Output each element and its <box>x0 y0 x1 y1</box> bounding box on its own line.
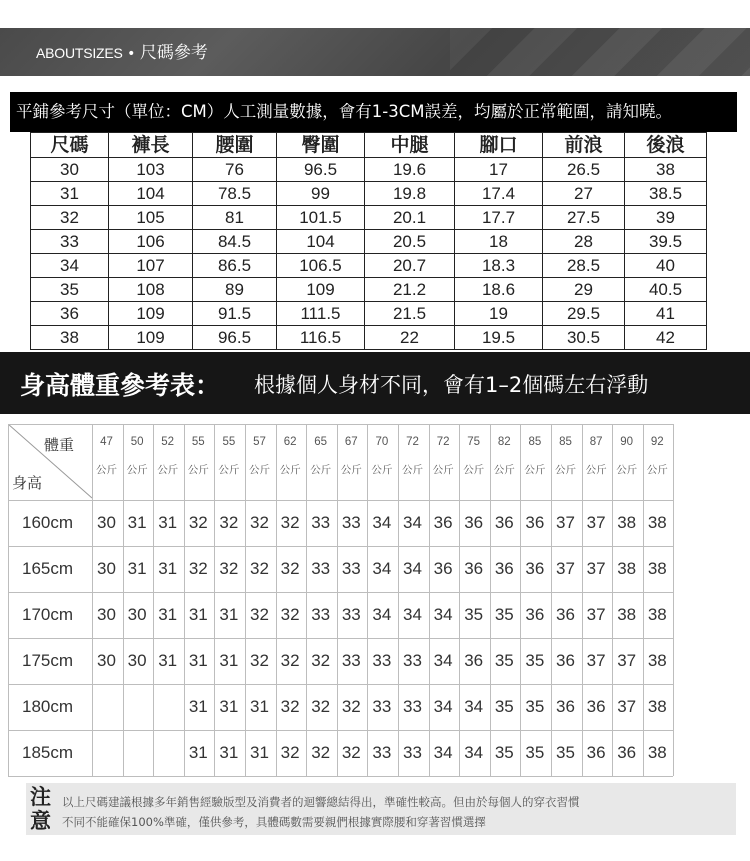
size-cell: 108 <box>109 278 193 302</box>
weight-unit: 公斤 <box>463 464 485 476</box>
note-line-2: 不同不能確保100%準確，僅供參考，具體碼數需要親們根據實際腰和穿著習慣選擇 <box>62 815 486 829</box>
size-recommendation-cell: 36 <box>464 651 484 670</box>
size-recommendation-cell: 34 <box>464 743 484 762</box>
size-cell: 40.5 <box>625 278 707 302</box>
size-cell: 35 <box>31 278 109 302</box>
banner-title <box>36 38 208 63</box>
size-recommendation-cell: 37 <box>556 559 575 578</box>
weight-value: 52 <box>161 436 175 448</box>
size-cell: 18.6 <box>455 278 543 302</box>
size-recommendation-cell: 31 <box>219 743 239 762</box>
weight-unit: 公斤 <box>555 464 576 476</box>
weight-unit: 公斤 <box>646 464 668 476</box>
size-cell: 76 <box>193 158 277 182</box>
size-cell: 20.5 <box>365 230 455 254</box>
size-cell: 106.5 <box>277 254 365 278</box>
size-recommendation-cell: 31 <box>127 559 147 578</box>
size-header-cell: 前浪 <box>543 133 625 158</box>
size-cell: 27.5 <box>543 206 625 230</box>
size-cell: 21.5 <box>365 302 455 326</box>
size-recommendation-cell: 36 <box>556 651 575 670</box>
size-cell: 17.4 <box>455 182 543 206</box>
weight-value: 92 <box>650 436 664 448</box>
size-cell: 96.5 <box>193 326 277 350</box>
size-cell: 29 <box>543 278 625 302</box>
weight-value: 62 <box>283 436 297 448</box>
size-recommendation-cell: 38 <box>647 651 667 670</box>
size-recommendation-cell: 36 <box>464 513 484 532</box>
size-table-header <box>31 133 707 158</box>
banner-dot: • <box>127 46 136 62</box>
size-header-cell: 後浪 <box>625 133 707 158</box>
hw-table-title <box>0 352 750 414</box>
weight-value: 70 <box>375 436 389 448</box>
size-recommendation-cell: 36 <box>494 513 514 532</box>
weight-unit: 公斤 <box>126 464 148 476</box>
size-recommendation-cell: 31 <box>219 697 239 716</box>
height-label: 180cm <box>22 697 74 716</box>
table-row <box>31 254 707 278</box>
size-cell: 99 <box>277 182 365 206</box>
size-recommendation-cell: 33 <box>341 513 361 532</box>
size-recommendation-cell: 37 <box>586 605 606 624</box>
note-mark: 注意 <box>30 785 51 833</box>
size-recommendation-cell: 36 <box>556 605 575 624</box>
size-cell: 89 <box>193 278 277 302</box>
size-cell: 28 <box>543 230 625 254</box>
size-table <box>30 132 707 350</box>
size-recommendation-cell: 30 <box>97 605 116 624</box>
size-cell: 38 <box>31 326 109 350</box>
weight-unit: 公斤 <box>96 464 117 476</box>
size-recommendation-cell: 30 <box>97 559 116 578</box>
size-recommendation-cell: 31 <box>158 605 178 624</box>
size-cell: 18 <box>455 230 543 254</box>
size-recommendation-cell: 30 <box>127 651 147 670</box>
size-cell: 17.7 <box>455 206 543 230</box>
size-cell: 38 <box>625 158 707 182</box>
size-cell: 101.5 <box>277 206 365 230</box>
size-recommendation-cell: 37 <box>586 559 606 578</box>
size-cell: 19.5 <box>455 326 543 350</box>
size-cell: 31 <box>31 182 109 206</box>
size-recommendation-cell: 32 <box>311 651 331 670</box>
hw-table <box>8 424 673 776</box>
weight-value: 90 <box>620 436 634 448</box>
size-cell: 34 <box>31 254 109 278</box>
size-cell: 104 <box>109 182 193 206</box>
size-cell: 26.5 <box>543 158 625 182</box>
table-row <box>31 230 707 254</box>
size-recommendation-cell: 34 <box>372 513 392 532</box>
hw-title-bold: 身高體重參考表： <box>20 371 221 400</box>
size-cell: 19.6 <box>365 158 455 182</box>
grid-line <box>673 424 674 776</box>
size-recommendation-cell: 34 <box>433 697 453 716</box>
size-header-cell: 中腿 <box>365 133 455 158</box>
grid-line <box>8 546 673 547</box>
banner-en: ABOUTSIZES <box>36 45 123 61</box>
size-recommendation-cell: 33 <box>311 605 331 624</box>
size-recommendation-cell: 32 <box>250 605 269 624</box>
size-cell: 19.8 <box>365 182 455 206</box>
size-recommendation-cell: 35 <box>494 743 514 762</box>
size-cell: 106 <box>109 230 193 254</box>
size-recommendation-cell: 34 <box>372 605 392 624</box>
size-recommendation-cell: 33 <box>311 559 331 578</box>
size-cell: 36 <box>31 302 109 326</box>
weight-unit: 公斤 <box>187 464 209 476</box>
weight-value: 82 <box>497 436 511 448</box>
size-recommendation-cell: 36 <box>433 559 453 578</box>
size-recommendation-cell: 35 <box>494 697 514 716</box>
height-label: 185cm <box>22 743 74 762</box>
weight-unit: 公斤 <box>585 464 607 476</box>
size-recommendation-cell: 33 <box>403 651 422 670</box>
size-recommendation-cell: 32 <box>250 651 269 670</box>
hw-title-rest: 根據個人身材不同，會有1–2個碼左右浮動 <box>254 373 649 397</box>
size-cell: 109 <box>109 302 193 326</box>
size-cell: 40 <box>625 254 707 278</box>
size-header-cell: 腰圍 <box>193 133 277 158</box>
weight-unit: 公斤 <box>340 464 362 476</box>
size-recommendation-cell: 30 <box>97 651 116 670</box>
weight-unit: 公斤 <box>493 464 515 476</box>
size-cell: 41 <box>625 302 707 326</box>
size-recommendation-cell: 33 <box>372 743 392 762</box>
size-cell: 32 <box>31 206 109 230</box>
size-cell: 20.1 <box>365 206 455 230</box>
weight-value: 72 <box>406 436 419 448</box>
size-cell: 84.5 <box>193 230 277 254</box>
size-recommendation-cell: 32 <box>280 513 300 532</box>
weight-value: 85 <box>559 436 572 448</box>
weight-value: 55 <box>191 436 205 448</box>
note-line-1: 以上尺碼建議根據多年銷售經驗版型及消費者的迴響總結得出，準確性較高。但由於每個人的穿衣習慣 <box>62 795 580 809</box>
size-cell: 29.5 <box>543 302 625 326</box>
size-recommendation-cell: 32 <box>311 697 331 716</box>
size-recommendation-cell: 37 <box>586 651 606 670</box>
weight-unit: 公斤 <box>402 464 423 476</box>
size-recommendation-cell: 37 <box>617 651 637 670</box>
size-cell: 116.5 <box>277 326 365 350</box>
size-cell: 104 <box>277 230 365 254</box>
size-recommendation-cell: 31 <box>250 697 269 716</box>
size-recommendation-cell: 36 <box>525 605 545 624</box>
size-cell: 28.5 <box>543 254 625 278</box>
weight-value: 72 <box>436 436 450 448</box>
size-recommendation-cell: 34 <box>433 605 453 624</box>
size-recommendation-cell: 32 <box>280 697 300 716</box>
weight-unit: 公斤 <box>157 464 179 476</box>
grid-line <box>8 592 673 593</box>
size-recommendation-cell: 36 <box>433 513 453 532</box>
height-label: 160cm <box>22 513 74 532</box>
size-recommendation-cell: 36 <box>525 559 545 578</box>
size-recommendation-cell: 31 <box>188 697 208 716</box>
size-header-cell: 褲長 <box>109 133 193 158</box>
size-cell: 42 <box>625 326 707 350</box>
size-recommendation-cell: 35 <box>525 697 545 716</box>
height-label: 170cm <box>22 605 74 624</box>
weight-unit: 公斤 <box>218 464 240 476</box>
size-recommendation-cell: 34 <box>372 559 392 578</box>
size-recommendation-cell: 34 <box>433 651 453 670</box>
size-recommendation-cell: 32 <box>280 559 300 578</box>
top-banner <box>0 0 750 88</box>
grid-line <box>8 424 673 425</box>
table-row <box>31 302 707 326</box>
size-recommendation-cell: 36 <box>586 743 606 762</box>
weight-value: 87 <box>589 436 603 448</box>
table-row <box>31 206 707 230</box>
size-recommendation-cell: 31 <box>158 513 178 532</box>
size-recommendation-cell: 31 <box>158 651 178 670</box>
size-recommendation-cell: 31 <box>250 743 269 762</box>
size-cell: 91.5 <box>193 302 277 326</box>
weight-unit: 公斤 <box>310 464 332 476</box>
size-recommendation-cell: 35 <box>494 651 514 670</box>
size-recommendation-cell: 33 <box>341 605 361 624</box>
size-recommendation-cell: 30 <box>97 513 116 532</box>
size-recommendation-cell: 34 <box>403 605 422 624</box>
size-recommendation-cell: 31 <box>188 743 208 762</box>
weight-unit: 公斤 <box>432 464 454 476</box>
size-recommendation-cell: 33 <box>341 559 361 578</box>
size-recommendation-cell: 38 <box>647 605 667 624</box>
size-header-cell: 臀圍 <box>277 133 365 158</box>
grid-line <box>8 684 673 685</box>
size-cell: 33 <box>31 230 109 254</box>
size-recommendation-cell: 32 <box>188 513 208 532</box>
table-row <box>31 182 707 206</box>
size-recommendation-cell: 38 <box>647 513 667 532</box>
weight-value: 55 <box>222 436 236 448</box>
size-cell: 103 <box>109 158 193 182</box>
grid-line <box>8 500 673 501</box>
size-cell: 21.2 <box>365 278 455 302</box>
size-recommendation-cell: 34 <box>403 559 422 578</box>
height-label: 165cm <box>22 559 74 578</box>
size-cell: 109 <box>109 326 193 350</box>
size-recommendation-cell: 31 <box>219 651 239 670</box>
size-recommendation-cell: 36 <box>586 697 606 716</box>
size-cell: 30.5 <box>543 326 625 350</box>
weight-value: 67 <box>344 436 358 448</box>
size-recommendation-cell: 36 <box>525 513 545 532</box>
size-recommendation-cell: 33 <box>403 743 422 762</box>
size-cell: 22 <box>365 326 455 350</box>
size-recommendation-cell: 32 <box>280 743 300 762</box>
size-recommendation-cell: 32 <box>341 743 361 762</box>
weight-unit: 公斤 <box>524 464 546 476</box>
size-header-cell: 尺碼 <box>31 133 109 158</box>
table-row <box>31 326 707 350</box>
size-recommendation-cell: 36 <box>464 559 484 578</box>
size-table-title: 平鋪參考尺寸（單位：CM）人工測量數據，會有1-3CM誤差，均屬於正常範圍，請知曉。 <box>10 92 737 132</box>
size-recommendation-cell: 38 <box>647 697 667 716</box>
size-recommendation-cell: 34 <box>403 513 422 532</box>
size-cell: 105 <box>109 206 193 230</box>
grid-line <box>8 776 673 777</box>
size-recommendation-cell: 33 <box>403 697 422 716</box>
size-cell: 81 <box>193 206 277 230</box>
size-recommendation-cell: 32 <box>311 743 331 762</box>
size-cell: 20.7 <box>365 254 455 278</box>
size-recommendation-cell: 33 <box>311 513 331 532</box>
weight-unit: 公斤 <box>249 464 270 476</box>
size-recommendation-cell: 35 <box>556 743 575 762</box>
size-cell: 109 <box>277 278 365 302</box>
size-cell: 39.5 <box>625 230 707 254</box>
size-cell: 30 <box>31 158 109 182</box>
size-cell: 107 <box>109 254 193 278</box>
size-recommendation-cell: 31 <box>188 605 208 624</box>
size-recommendation-cell: 35 <box>494 605 514 624</box>
size-cell: 17 <box>455 158 543 182</box>
corner-height-label: 身高 <box>12 474 43 492</box>
weight-value: 47 <box>100 436 113 448</box>
size-recommendation-cell: 36 <box>494 559 514 578</box>
note-box <box>26 783 736 835</box>
size-recommendation-cell: 36 <box>617 743 637 762</box>
size-recommendation-cell: 32 <box>250 559 269 578</box>
size-recommendation-cell: 31 <box>219 605 239 624</box>
size-recommendation-cell: 37 <box>586 513 606 532</box>
corner-weight-label: 體重 <box>44 436 75 454</box>
size-cell: 27 <box>543 182 625 206</box>
size-recommendation-cell: 37 <box>617 697 637 716</box>
size-recommendation-cell: 34 <box>464 697 484 716</box>
size-recommendation-cell: 32 <box>280 605 300 624</box>
weight-unit: 公斤 <box>616 464 638 476</box>
size-recommendation-cell: 38 <box>617 605 637 624</box>
note-text <box>62 792 732 832</box>
weight-unit: 公斤 <box>279 464 301 476</box>
size-recommendation-cell: 31 <box>158 559 178 578</box>
size-recommendation-cell: 33 <box>372 697 392 716</box>
table-row <box>31 158 707 182</box>
size-cell: 39 <box>625 206 707 230</box>
size-cell: 38.5 <box>625 182 707 206</box>
size-recommendation-cell: 30 <box>127 605 147 624</box>
table-row <box>31 278 707 302</box>
size-recommendation-cell: 38 <box>617 513 637 532</box>
size-recommendation-cell: 32 <box>280 651 300 670</box>
size-recommendation-cell: 38 <box>647 743 667 762</box>
size-recommendation-cell: 32 <box>219 559 239 578</box>
size-recommendation-cell: 34 <box>433 743 453 762</box>
size-recommendation-cell: 35 <box>525 651 545 670</box>
size-recommendation-cell: 38 <box>617 559 637 578</box>
size-recommendation-cell: 32 <box>341 697 361 716</box>
weight-value: 50 <box>130 436 144 448</box>
grid-line <box>8 638 673 639</box>
size-cell: 86.5 <box>193 254 277 278</box>
size-recommendation-cell: 35 <box>525 743 545 762</box>
size-cell: 96.5 <box>277 158 365 182</box>
size-recommendation-cell: 33 <box>372 651 392 670</box>
size-recommendation-cell: 36 <box>556 697 575 716</box>
weight-unit: 公斤 <box>371 464 393 476</box>
size-recommendation-cell: 31 <box>127 513 147 532</box>
size-cell: 78.5 <box>193 182 277 206</box>
grid-line <box>8 424 9 776</box>
size-cell: 18.3 <box>455 254 543 278</box>
weight-value: 75 <box>467 436 481 448</box>
size-recommendation-cell: 31 <box>188 651 208 670</box>
size-recommendation-cell: 33 <box>341 651 361 670</box>
height-label: 175cm <box>22 651 74 670</box>
size-recommendation-cell: 38 <box>647 559 667 578</box>
size-recommendation-cell: 32 <box>250 513 269 532</box>
size-header-cell: 腳口 <box>455 133 543 158</box>
weight-value: 57 <box>253 436 266 448</box>
weight-value: 65 <box>314 436 328 448</box>
size-cell: 19 <box>455 302 543 326</box>
banner-cn: 尺碼參考 <box>139 43 208 63</box>
weight-value: 85 <box>528 436 542 448</box>
grid-line <box>8 730 673 731</box>
size-recommendation-cell: 32 <box>188 559 208 578</box>
size-recommendation-cell: 37 <box>556 513 575 532</box>
size-recommendation-cell: 35 <box>464 605 484 624</box>
size-recommendation-cell: 32 <box>219 513 239 532</box>
size-cell: 111.5 <box>277 302 365 326</box>
